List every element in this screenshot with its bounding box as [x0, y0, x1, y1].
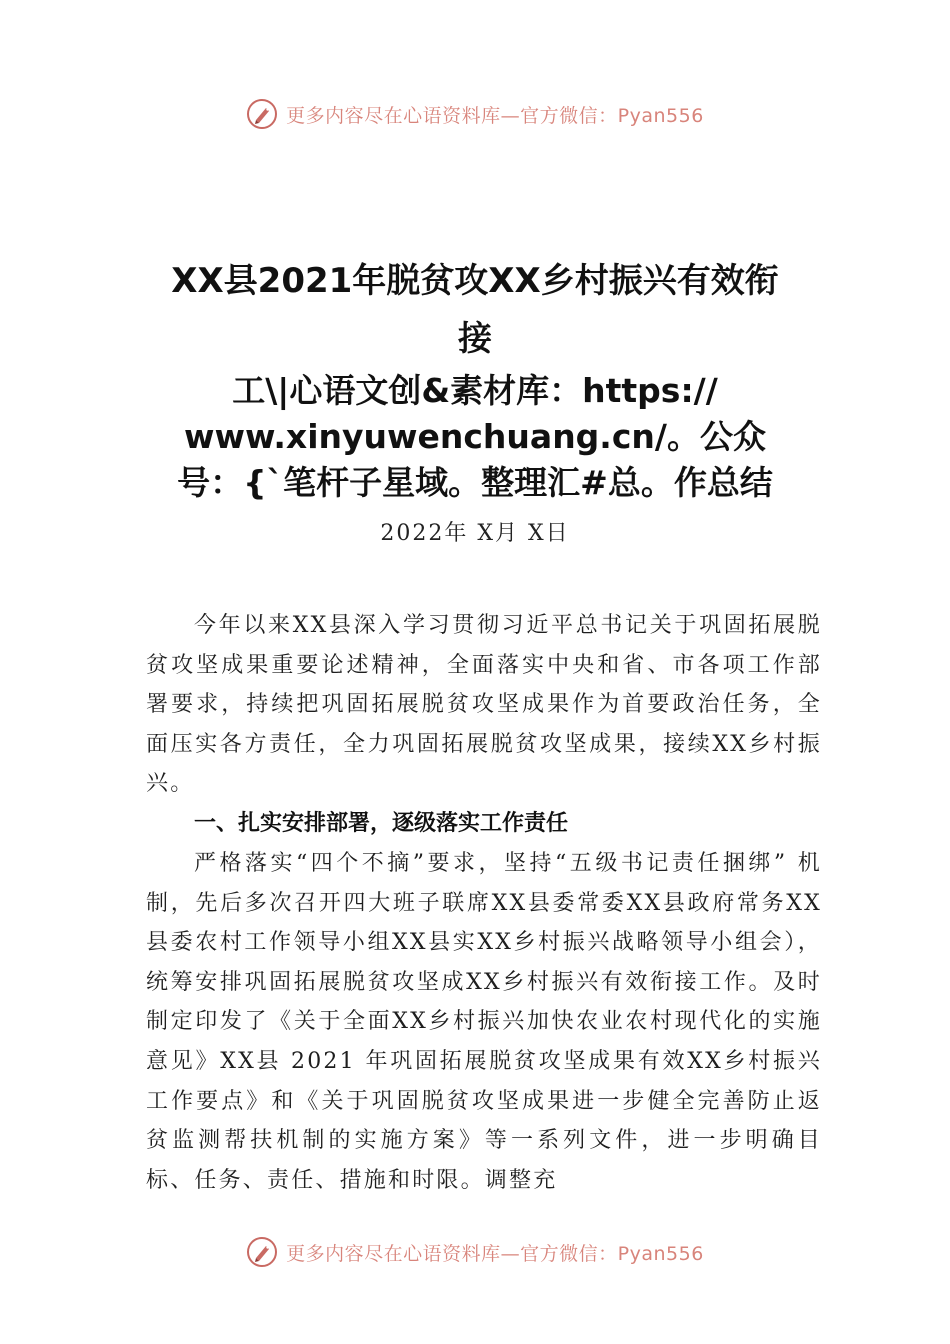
- title-line-5: 号：{`笔杆子星域。整理汇#总。作总结: [177, 463, 773, 502]
- paragraph-section-1: 严格落实“四个不摘”要求，坚持“五级书记责任捆绑” 机制，先后多次召开四大班子联席XX县委常委XX县政府常务XX县委农村工作领导小组XX县实XX乡村振兴战略领导小组会），统筹安排巩固拓展脱贫攻坚成XX乡村振兴有效衔接工作。及时制定印发了《关于全面XX乡村振兴加快农业农村现代化的实施意见》XX县 2021 年巩固拓展脱贫攻坚成果有效XX乡村振兴工作要点》和《关于巩固脱贫攻坚成果进一步健全完善防止返贫监测帮扶机制的实施方案》等一系列文件，进一步明确目标、任务、责任、措施和时限。调整充: [146, 850, 822, 1193]
- pen-nib-logo-icon: [246, 98, 278, 130]
- title-line-2: 接: [458, 319, 492, 359]
- pen-nib-logo-icon: [246, 1236, 278, 1268]
- document-title: [100, 252, 850, 506]
- title-line-4: www.xinyuwenchuang.cn/。公众: [184, 417, 766, 456]
- paragraph-intro: 今年以来XX县深入学习贯彻习近平总书记关于巩固拓展脱贫攻坚成果重要论述精神，全面落实中央和省、市各项工作部署要求，持续把巩固拓展脱贫攻坚成果作为首要政治任务，全面压实各方责任，全力巩固拓展脱贫攻坚成果，接续XX乡村振兴。: [146, 613, 822, 797]
- header-banner: [0, 94, 950, 134]
- document-date: 2022年 X月 X日: [380, 521, 570, 546]
- footer-banner: [0, 1232, 950, 1272]
- section-heading-1: 一、扎实安排部署，逐级落实工作责任: [194, 810, 569, 836]
- document-body: [146, 606, 822, 1200]
- banner-text: 更多内容尽在心语资料库—官方微信：Pyan556: [286, 1242, 704, 1265]
- title-line-1: XX县2021年脱贫攻XX乡村振兴有效衔: [171, 261, 779, 301]
- banner-text: 更多内容尽在心语资料库—官方微信：Pyan556: [286, 104, 704, 127]
- title-line-3: 工\|心语文创&素材库：https://: [232, 371, 718, 410]
